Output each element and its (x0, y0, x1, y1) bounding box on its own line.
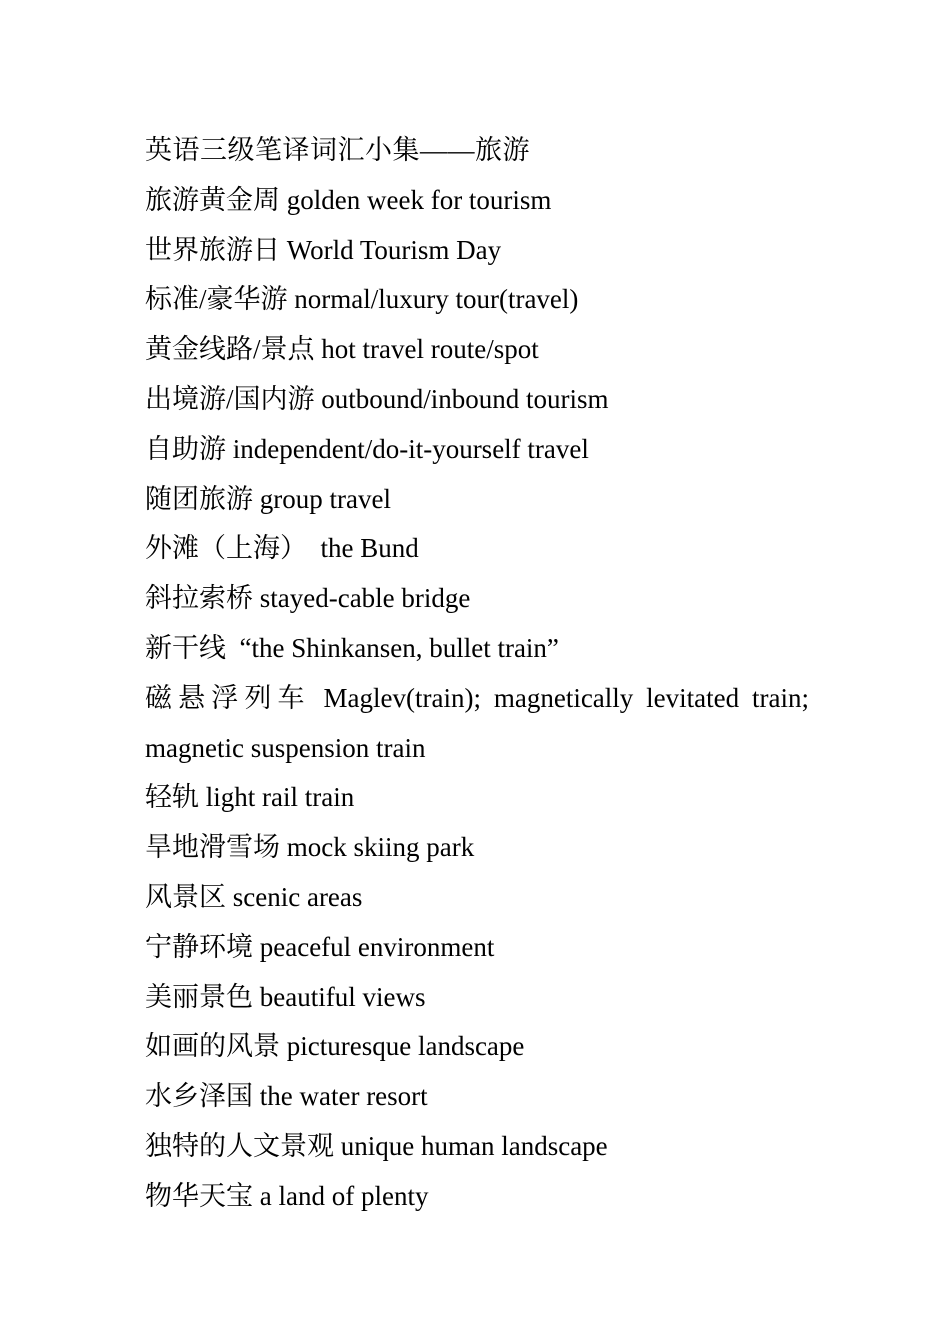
vocab-entry: 水乡泽国 the water resort (145, 1081, 428, 1112)
vocab-entry-wrapped-end: magnetic suspension train (145, 732, 426, 763)
document-body (145, 126, 809, 1222)
vocab-entry: 宁静环境 peaceful environment (145, 931, 495, 962)
vocab-entry: 外滩（上海） the Bund (145, 533, 419, 564)
vocab-entry: 标准/豪华游 normal/luxury tour(travel) (145, 284, 579, 315)
vocab-entry: 新干线 “the Shinkansen, bullet train” (145, 632, 559, 663)
vocab-entry: 如画的风景 picturesque landscape (145, 1031, 525, 1062)
vocab-entry: 出境游/国内游 outbound/inbound tourism (145, 383, 609, 414)
vocab-entry: 轻轨 light rail train (145, 782, 355, 813)
vocab-entry: 黄金线路/景点 hot travel route/spot (145, 334, 539, 365)
vocab-entry: 独特的人文景观 unique human landscape (145, 1130, 608, 1161)
vocab-entry: 物华天宝 a land of plenty (145, 1180, 429, 1211)
vocab-entry: 美丽景色 beautiful views (145, 981, 426, 1012)
vocab-entry: 旅游黄金周 golden week for tourism (145, 184, 552, 215)
document-title: 英语三级笔译词汇小集——旅游 (145, 135, 530, 165)
vocab-entry: 斜拉索桥 stayed-cable bridge (145, 583, 471, 614)
vocab-entry: 旱地滑雪场 mock skiing park (145, 832, 475, 863)
vocab-entry: 随团旅游 group travel (145, 483, 391, 514)
vocab-entry: 风景区 scenic areas (145, 881, 363, 912)
vocab-entry-wrapped-start: 磁悬浮列车 Maglev(train); magnetically levitated train; (145, 682, 809, 713)
vocab-entry: 自助游 independent/do-it-yourself travel (145, 433, 589, 464)
vocab-entry: 世界旅游日 World Tourism Day (145, 234, 502, 265)
